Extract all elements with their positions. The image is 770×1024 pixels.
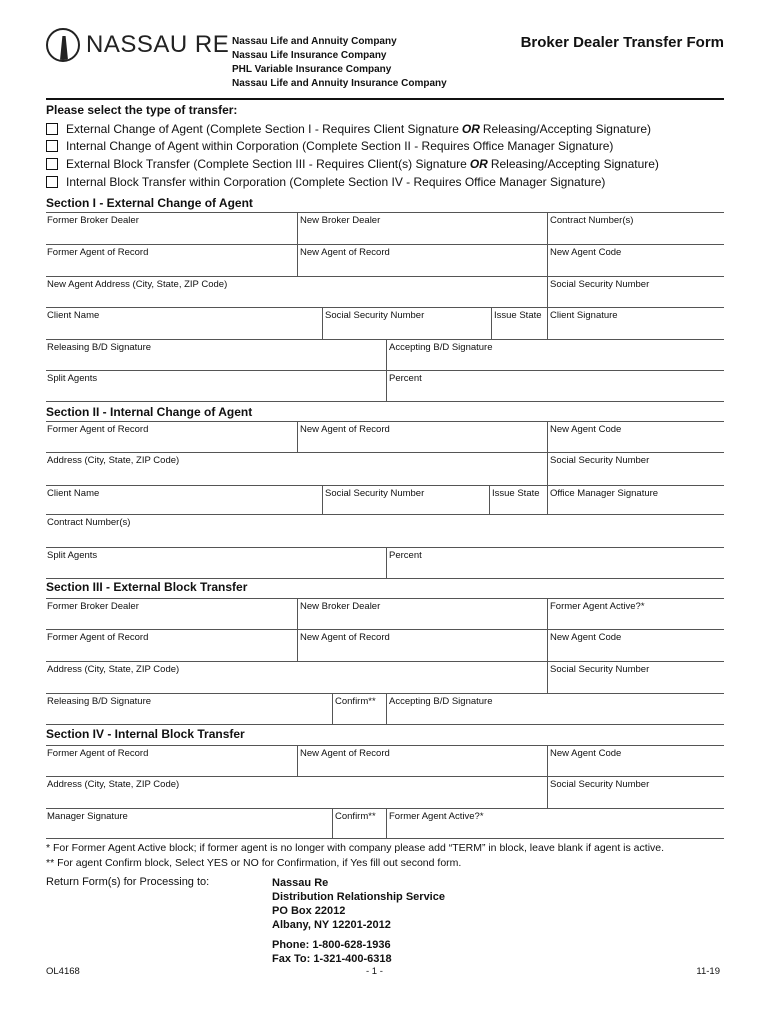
ssn-field[interactable]: Social Security Number bbox=[547, 777, 724, 808]
former-broker-dealer-field[interactable]: Former Broker Dealer bbox=[47, 215, 139, 226]
company-name: Nassau Life and Annuity Company bbox=[232, 36, 397, 47]
client-name-field[interactable]: Client Name bbox=[47, 310, 100, 321]
contract-numbers-field[interactable]: Contract Number(s) bbox=[547, 213, 724, 244]
section-3-row bbox=[46, 661, 724, 693]
section-2-row bbox=[46, 485, 724, 514]
former-agent-field[interactable]: Former Agent of Record bbox=[47, 247, 149, 258]
new-agent-code-field[interactable]: New Agent Code bbox=[547, 245, 724, 276]
new-agent-address-field[interactable]: New Agent Address (City, State, ZIP Code) bbox=[47, 279, 228, 290]
address-line: Nassau Re bbox=[272, 877, 329, 889]
contact-info bbox=[272, 938, 392, 966]
accepting-bd-signature-field[interactable]: Accepting B/D Signature bbox=[386, 694, 724, 724]
phone-number: Phone: 1-800-628-1936 bbox=[272, 939, 391, 951]
revision-date: 11-19 bbox=[696, 966, 720, 977]
option-internal-block[interactable]: Internal Block Transfer within Corporation (Complete Section IV - Requires Office Manager Signature) bbox=[46, 175, 605, 189]
fax-number: Fax To: 1-321-400-6318 bbox=[272, 953, 392, 965]
ssn-field[interactable]: Social Security Number bbox=[547, 662, 724, 693]
section-2-row bbox=[46, 514, 724, 547]
former-agent-active-field[interactable]: Former Agent Active?* bbox=[386, 809, 724, 838]
section-1-row bbox=[46, 339, 724, 370]
new-agent-field[interactable]: New Agent of Record bbox=[297, 422, 547, 452]
company-name: Nassau Life Insurance Company bbox=[232, 50, 387, 61]
page-number: - 1 - bbox=[366, 966, 383, 977]
address-field[interactable]: Address (City, State, ZIP Code) bbox=[47, 779, 180, 790]
section-3-row bbox=[46, 693, 724, 725]
issue-state-field[interactable]: Issue State bbox=[489, 486, 547, 514]
checkbox[interactable] bbox=[46, 123, 58, 135]
section-2-row bbox=[46, 547, 724, 579]
client-ssn-field[interactable]: Social Security Number bbox=[322, 486, 489, 514]
percent-field[interactable]: Percent bbox=[386, 548, 724, 578]
return-address bbox=[272, 876, 445, 932]
lighthouse-icon bbox=[46, 28, 80, 62]
section-1-row bbox=[46, 276, 724, 307]
issue-state-field[interactable]: Issue State bbox=[491, 308, 547, 339]
form-number: OL4168 bbox=[46, 966, 80, 977]
section-1-row bbox=[46, 370, 724, 402]
split-agents-field[interactable]: Split Agents bbox=[47, 550, 98, 561]
company-list bbox=[232, 35, 447, 91]
new-broker-dealer-field[interactable]: New Broker Dealer bbox=[297, 599, 547, 629]
new-agent-field[interactable]: New Agent of Record bbox=[297, 746, 547, 776]
section-3-title: Section III - External Block Transfer bbox=[46, 580, 248, 594]
former-broker-dealer-field[interactable]: Former Broker Dealer bbox=[47, 601, 139, 612]
section-3-row bbox=[46, 598, 724, 629]
address-field[interactable]: Address (City, State, ZIP Code) bbox=[47, 664, 180, 675]
checkbox[interactable] bbox=[46, 176, 58, 188]
option-external-change[interactable]: External Change of Agent (Complete Section I - Requires Client Signature OR Releasing/Accepting Signature) bbox=[46, 122, 651, 136]
logo-text: NASSAU RE bbox=[86, 31, 230, 58]
releasing-bd-signature-field[interactable]: Releasing B/D Signature bbox=[47, 696, 152, 707]
section-4-title: Section IV - Internal Block Transfer bbox=[46, 727, 245, 741]
section-4-row bbox=[46, 776, 724, 808]
company-name: PHL Variable Insurance Company bbox=[232, 64, 392, 75]
footnote-active: * For Former Agent Active block; if former agent is no longer with company please add “TERM” in block, leave blank if agent is active. bbox=[46, 842, 665, 854]
section-2-row bbox=[46, 452, 724, 485]
new-agent-code-field[interactable]: New Agent Code bbox=[547, 422, 724, 452]
ssn-field[interactable]: Social Security Number bbox=[547, 277, 724, 307]
transfer-type-title: Please select the type of transfer: bbox=[46, 103, 238, 117]
section-3-row bbox=[46, 629, 724, 661]
section-2-title: Section II - Internal Change of Agent bbox=[46, 405, 253, 419]
manager-signature-field[interactable]: Manager Signature bbox=[47, 811, 128, 822]
confirm-field[interactable]: Confirm** bbox=[332, 809, 386, 838]
ssn-field[interactable]: Social Security Number bbox=[547, 453, 724, 485]
accepting-bd-signature-field[interactable]: Accepting B/D Signature bbox=[386, 340, 724, 370]
confirm-field[interactable]: Confirm** bbox=[332, 694, 386, 724]
section-4-row bbox=[46, 808, 724, 839]
new-broker-dealer-field[interactable]: New Broker Dealer bbox=[297, 213, 547, 244]
former-agent-field[interactable]: Former Agent of Record bbox=[47, 748, 149, 759]
office-manager-signature-field[interactable]: Office Manager Signature bbox=[547, 486, 724, 514]
section-2-row bbox=[46, 421, 724, 452]
section-1-row bbox=[46, 212, 724, 244]
releasing-bd-signature-field[interactable]: Releasing B/D Signature bbox=[47, 342, 152, 353]
contract-numbers-field[interactable]: Contract Number(s) bbox=[47, 517, 131, 528]
section-1-row bbox=[46, 244, 724, 276]
section-1-title: Section I - External Change of Agent bbox=[46, 196, 253, 210]
checkbox[interactable] bbox=[46, 158, 58, 170]
split-agents-field[interactable]: Split Agents bbox=[47, 373, 98, 384]
company-logo bbox=[46, 28, 229, 62]
address-line: PO Box 22012 bbox=[272, 905, 346, 917]
percent-field[interactable]: Percent bbox=[386, 371, 724, 401]
address-field[interactable]: Address (City, State, ZIP Code) bbox=[47, 455, 180, 466]
return-label: Return Form(s) for Processing to: bbox=[46, 876, 210, 888]
former-agent-field[interactable]: Former Agent of Record bbox=[47, 632, 149, 643]
section-4-row bbox=[46, 745, 724, 776]
header-divider bbox=[46, 98, 724, 100]
new-agent-code-field[interactable]: New Agent Code bbox=[547, 630, 724, 661]
former-agent-active-field[interactable]: Former Agent Active?* bbox=[547, 599, 724, 629]
address-line: Albany, NY 12201-2012 bbox=[272, 919, 391, 931]
new-agent-field[interactable]: New Agent of Record bbox=[297, 245, 547, 276]
checkbox[interactable] bbox=[46, 140, 58, 152]
section-1-row bbox=[46, 307, 724, 339]
client-name-field[interactable]: Client Name bbox=[47, 488, 100, 499]
footnote-confirm: ** For agent Confirm block, Select YES or NO for Confirmation, if Yes fill out second form. bbox=[46, 857, 462, 869]
company-name: Nassau Life and Annuity Insurance Company bbox=[232, 78, 447, 89]
option-external-block[interactable]: External Block Transfer (Complete Section III - Requires Client(s) Signature OR Releasing/Accepting Signature) bbox=[46, 157, 659, 171]
new-agent-code-field[interactable]: New Agent Code bbox=[547, 746, 724, 776]
client-signature-field[interactable]: Client Signature bbox=[547, 308, 724, 339]
option-internal-change[interactable]: Internal Change of Agent within Corporation (Complete Section II - Requires Office Manager Signature) bbox=[46, 139, 613, 153]
new-agent-field[interactable]: New Agent of Record bbox=[297, 630, 547, 661]
former-agent-field[interactable]: Former Agent of Record bbox=[47, 424, 149, 435]
form-title: Broker Dealer Transfer Form bbox=[520, 34, 724, 51]
client-ssn-field[interactable]: Social Security Number bbox=[322, 308, 491, 339]
address-line: Distribution Relationship Service bbox=[272, 891, 445, 903]
